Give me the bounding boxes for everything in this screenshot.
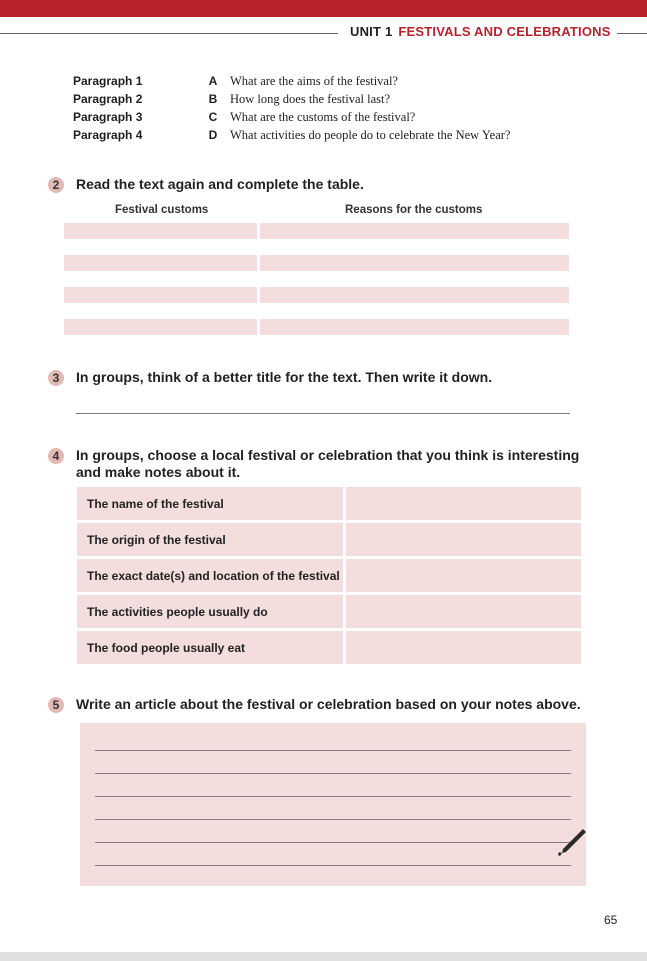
paragraph-label: Paragraph 1: [73, 74, 143, 88]
option-letter: D: [208, 128, 218, 142]
task-3-instruction: [48, 369, 492, 386]
notes-row: [77, 487, 581, 520]
option-letter: A: [208, 74, 218, 88]
task-number-badge: 4: [48, 448, 64, 464]
top-color-bar: [0, 0, 647, 17]
writing-line[interactable]: [95, 750, 571, 751]
customs-cell-4[interactable]: [64, 319, 257, 335]
task-number-badge: 5: [48, 697, 64, 713]
notes-label: The origin of the festival: [77, 523, 343, 556]
header-rule-left: [0, 33, 338, 34]
writing-line[interactable]: [95, 842, 571, 843]
pencil-icon: [556, 827, 588, 857]
writing-line[interactable]: [95, 819, 571, 820]
column-header-customs: Festival customs: [115, 204, 209, 216]
matching-row: [73, 108, 593, 126]
customs-cell-3[interactable]: [64, 287, 257, 303]
task-5-text: Write an article about the festival or celebration based on your notes above.: [76, 696, 581, 712]
notes-label: The exact date(s) and location of the festival: [77, 559, 343, 592]
notes-answer-cell[interactable]: [346, 523, 581, 556]
option-letter: C: [208, 110, 218, 124]
notes-label: The name of the festival: [77, 487, 343, 520]
notes-table: [77, 487, 581, 667]
header-rule-right: [617, 33, 647, 34]
reasons-cell-3[interactable]: [260, 287, 569, 303]
running-header: [0, 24, 647, 44]
unit-title: FESTIVALS AND CELEBRATIONS: [398, 24, 611, 39]
task-4-text-line1: In groups, choose a local festival or celebration that you think is interesting: [76, 447, 580, 463]
option-question: How long does the festival last?: [230, 91, 391, 106]
paragraph-label: Paragraph 3: [73, 110, 143, 124]
notes-answer-cell[interactable]: [346, 559, 581, 592]
writing-line[interactable]: [95, 865, 571, 866]
task-number-badge: 3: [48, 370, 64, 386]
paragraph-label: Paragraph 2: [73, 92, 143, 106]
matching-row: [73, 126, 593, 144]
notes-label: The activities people usually do: [77, 595, 343, 628]
reasons-cell-4[interactable]: [260, 319, 569, 335]
notes-row: [77, 559, 581, 592]
column-header-reasons: Reasons for the customs: [345, 204, 483, 216]
task-2-instruction: [48, 176, 364, 193]
writing-line[interactable]: [95, 796, 571, 797]
matching-row: [73, 90, 593, 108]
writing-area[interactable]: [80, 723, 586, 886]
option-letter: B: [208, 92, 218, 106]
page-number: 65: [604, 913, 618, 927]
bottom-edge: [0, 952, 647, 961]
unit-label: UNIT 1: [350, 24, 393, 39]
matching-row: [73, 72, 593, 90]
notes-answer-cell[interactable]: [346, 487, 581, 520]
unit-heading: [350, 24, 611, 39]
option-question: What activities do people do to celebrate the New Year?: [230, 127, 511, 142]
matching-list: [73, 72, 593, 144]
task-4-text-line2: and make notes about it.: [76, 464, 241, 480]
option-question: What are the aims of the festival?: [230, 73, 398, 88]
option-question: What are the customs of the festival?: [230, 109, 416, 124]
task-2-text: Read the text again and complete the table.: [76, 176, 364, 192]
title-answer-line[interactable]: [76, 413, 570, 414]
task-5-instruction: [48, 696, 581, 713]
customs-cell-1[interactable]: [64, 223, 257, 239]
task-3-text: In groups, think of a better title for the text. Then write it down.: [76, 369, 493, 385]
notes-row: [77, 523, 581, 556]
task-4-instruction: [48, 447, 579, 481]
writing-line[interactable]: [95, 773, 571, 774]
reasons-cell-2[interactable]: [260, 255, 569, 271]
notes-label: The food people usually eat: [77, 631, 343, 664]
notes-answer-cell[interactable]: [346, 631, 581, 664]
notes-row: [77, 595, 581, 628]
reasons-cell-1[interactable]: [260, 223, 569, 239]
paragraph-label: Paragraph 4: [73, 128, 143, 142]
task-number-badge: 2: [48, 177, 64, 193]
customs-cell-2[interactable]: [64, 255, 257, 271]
notes-answer-cell[interactable]: [346, 595, 581, 628]
task-4-text: [76, 447, 579, 481]
notes-row: [77, 631, 581, 664]
